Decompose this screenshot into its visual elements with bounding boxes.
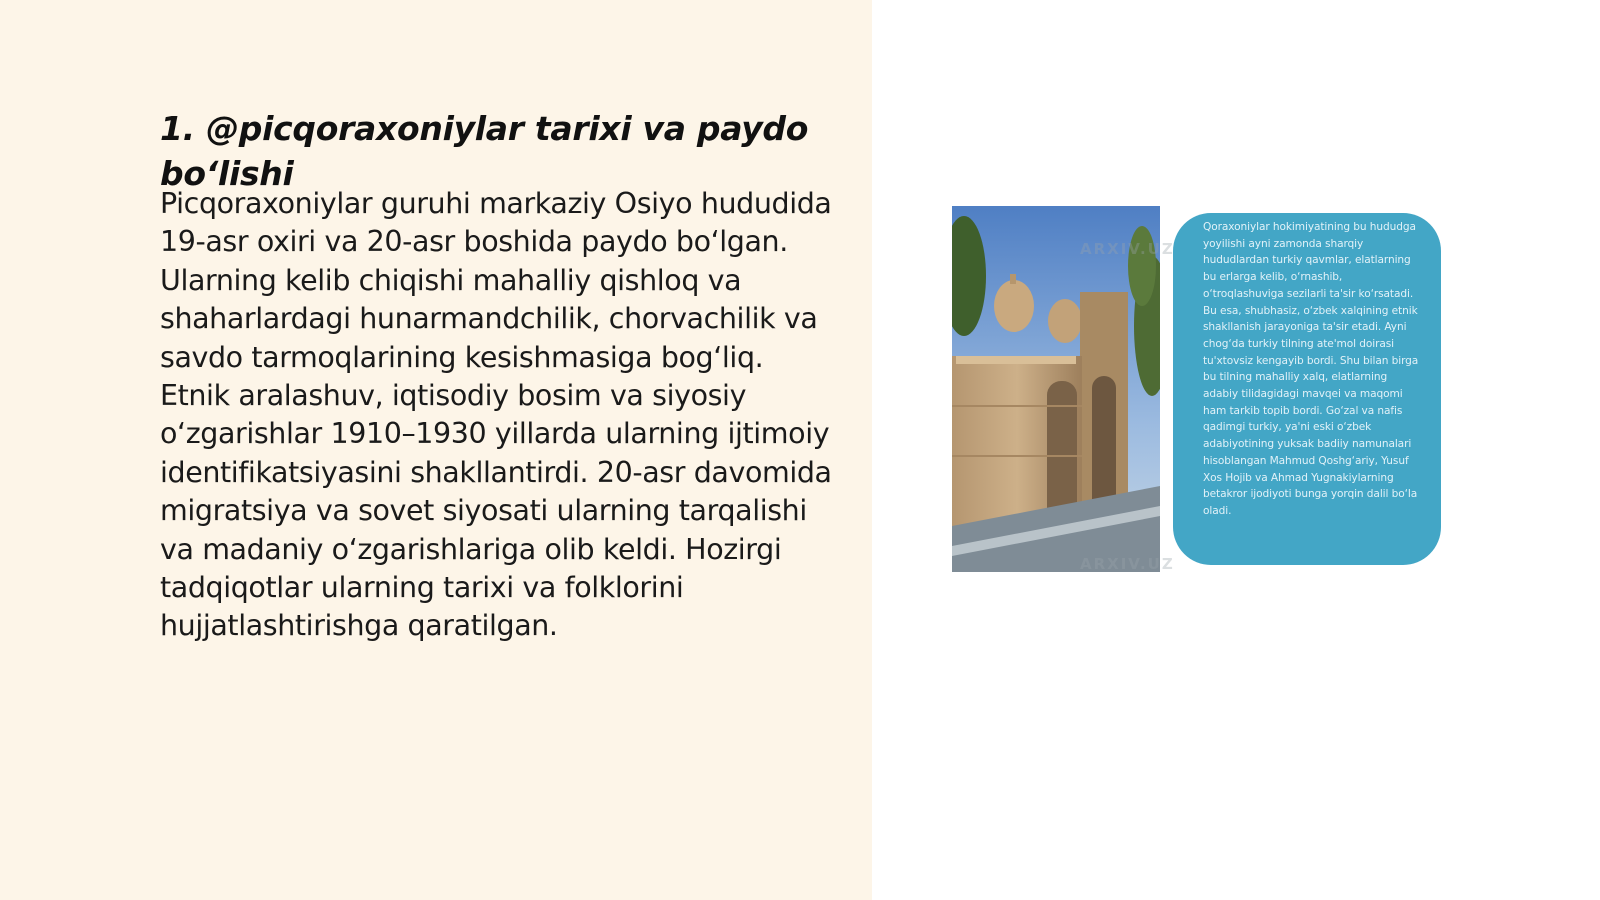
watermark-logo-bottom: ARXIV.UZ [1080,555,1175,573]
slide-title: 1. @picqoraxoniylar tarixi va paydo bo‘lishi [160,109,809,193]
slide-body-text: Picqoraxoniylar guruhi markaziy Osiyo hududida 19-asr oxiri va 20-asr boshida paydo bo‘lgan. Ularning kelib chiqishi mahalliy qishloq va shaharlardagi hunarmandchilik, chorvachilik va savdo tarmoqlarining kesishmasiga bog‘liq. Etnik aralashuv, iqtisodiy bosim va siyosiy o‘zgarishlar 1910–1930 yillarda ularning ijtimoiy identifikatsiyasini shakllantirdi. 20-asr davomida migratsiya va sovet siyosati ularning tarqalishi va madaniy o‘zgarishlariga olib keldi. Hozirgi tadqiqotlar ularning tarixi va folklorini hujjatlashtirishga qaratilgan. [160,187,832,643]
caption-text: Qoraxoniylar hokimiyatining bu hududga yoyilishi ayni zamonda sharqiy hududlardan turkiy qavmlar, elatlarning bu erlarga kelib, o‘rnashib, o‘troqlashuviga sezilarli ta'sir ko‘rsatadi. Bu esa, shubhasiz, o‘zbek xalqining etnik shakllanish jarayoniga ta'sir etadi. Ayni chog‘da turkiy tilning ate'mol doirasi tu'xtovsiz kengayib bordi. Shu bilan birga bu tilning mahalliy xalq, elatlarning adabiy tilidagidagi mavqei va maqomi ham tarkib topib bordi. Go‘zal va nafis qadimgi turkiy, ya'ni eski o‘zbek adabiyotining yuksak badiiy namunalari hisoblangan Mahmud Qoshg‘ariy, Yusuf Xos Hojib va Ahmad Yugnakiylarning betakror ijodiyoti bunga yorqin dalil bo‘la oladi. [1203,221,1419,517]
caption-card [1173,213,1441,565]
watermark-logo: ARXIV.UZ [1080,240,1175,258]
mausoleum-icon [952,206,1160,572]
mausoleum-photo [952,206,1160,572]
